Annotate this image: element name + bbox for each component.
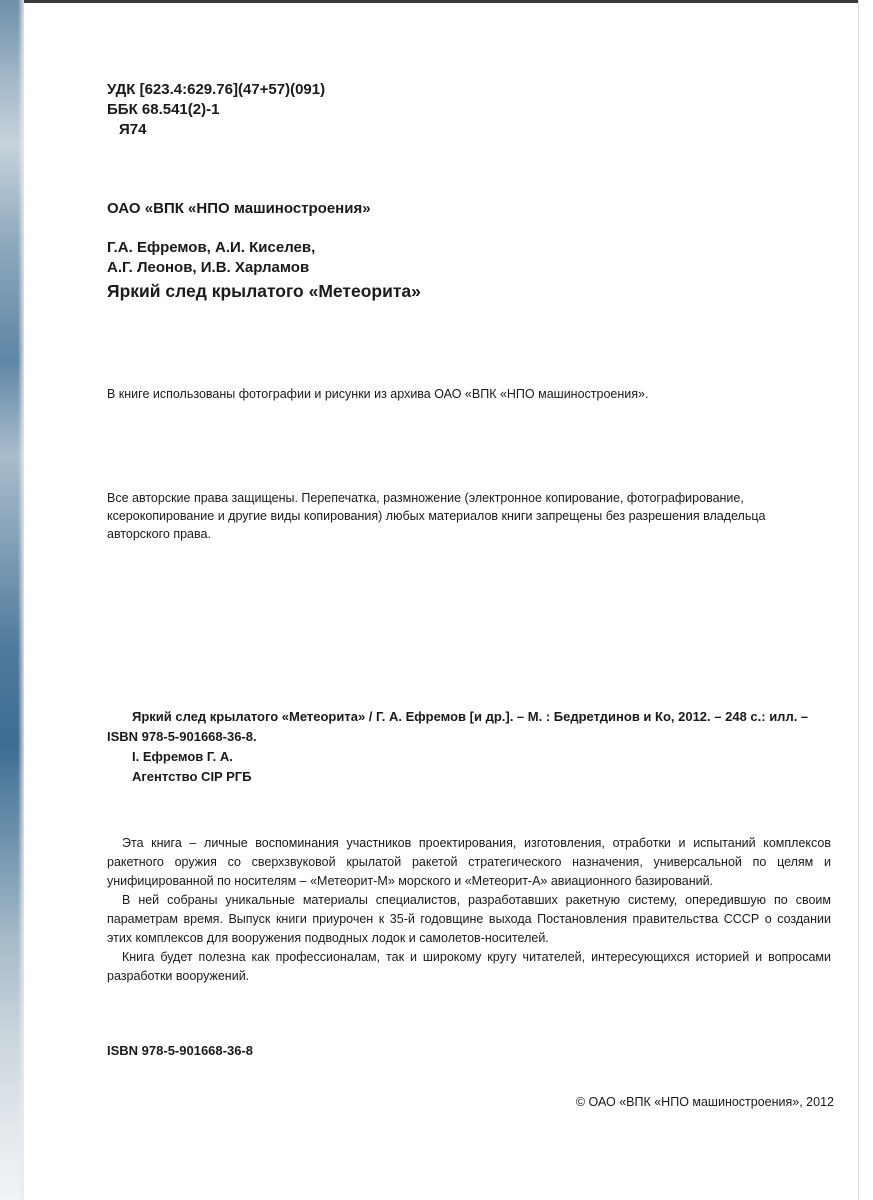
- annotation-paragraph-2: В ней собраны уникальные материалы специалистов, разработавших ракетную систему, опередившую по своим параметрам время. Выпуск книги приурочен к 35-й годовщине выхода Постановления правительства СССР о создании этих комплексов для вооружения подводных лодок и самолетов-носителей.: [107, 893, 831, 945]
- bbk-code: ББК 68.541(2)-1: [107, 101, 220, 118]
- annotation-paragraph-1: Эта книга – личные воспоминания участников проектирования, изготовления, отработки и испытаний комплексов ракетного оружия со сверхзвуковой крылатой ракетой стратегического назначения, универсальной по целям и унифицированной по носителям – «Метеорит-М» морского и «Метеорит-А» авиационного базирований.: [107, 836, 831, 888]
- annotation: [107, 834, 831, 986]
- catalog-line-1: Яркий след крылатого «Метеорита» / Г. А. Ефремов [и др.]. – М. : Бедретдинов и Ко, 2012. – 248 с.: илл. –: [132, 709, 809, 724]
- top-border-rule: [24, 0, 858, 3]
- udk-code: УДК [623.4:629.76](47+57)(091): [107, 81, 326, 98]
- isbn: ISBN 978-5-901668-36-8: [107, 1043, 253, 1058]
- book-title: Яркий след крылатого «Метеорита»: [107, 281, 421, 301]
- classification-codes: [107, 80, 325, 140]
- copyright: © ОАО «ВПК «НПО машиностроения», 2012: [575, 1095, 834, 1109]
- catalog-line-3: I. Ефремов Г. А.: [132, 749, 233, 764]
- rights-line-1: Все авторские права защищены. Перепечатка, размножение (электронное копирование, фотографирование,: [107, 491, 744, 505]
- authors-line-1: Г.А. Ефремов, А.И. Киселев,: [107, 239, 316, 256]
- publisher: ОАО «ВПК «НПО машиностроения»: [107, 200, 371, 217]
- catalog-line-4: Агентство CIP РГБ: [132, 769, 252, 784]
- authors-line-2: А.Г. Леонов, И.В. Харламов: [107, 259, 310, 276]
- annotation-paragraph-3: Книга будет полезна как профессионалам, так и широкому кругу читателей, интересующихся историей и вопросами разработки вооружений.: [107, 950, 831, 983]
- authors: [107, 238, 315, 278]
- photo-note: В книге использованы фотографии и рисунки из архива ОАО «ВПК «НПО машиностроения».: [107, 387, 649, 401]
- catalog-line-2: ISBN 978-5-901668-36-8.: [107, 729, 257, 744]
- author-code: Я74: [119, 121, 147, 138]
- rights-line-2: ксерокопирование и другие виды копирования) любых материалов книги запрещены без разрешения владельца: [107, 509, 766, 523]
- rights-notice: [107, 489, 827, 543]
- rights-line-3: авторского права.: [107, 527, 211, 541]
- catalog-record: [107, 707, 842, 787]
- right-page-edge: [858, 0, 859, 1200]
- scan-edge-strip: [0, 0, 24, 1200]
